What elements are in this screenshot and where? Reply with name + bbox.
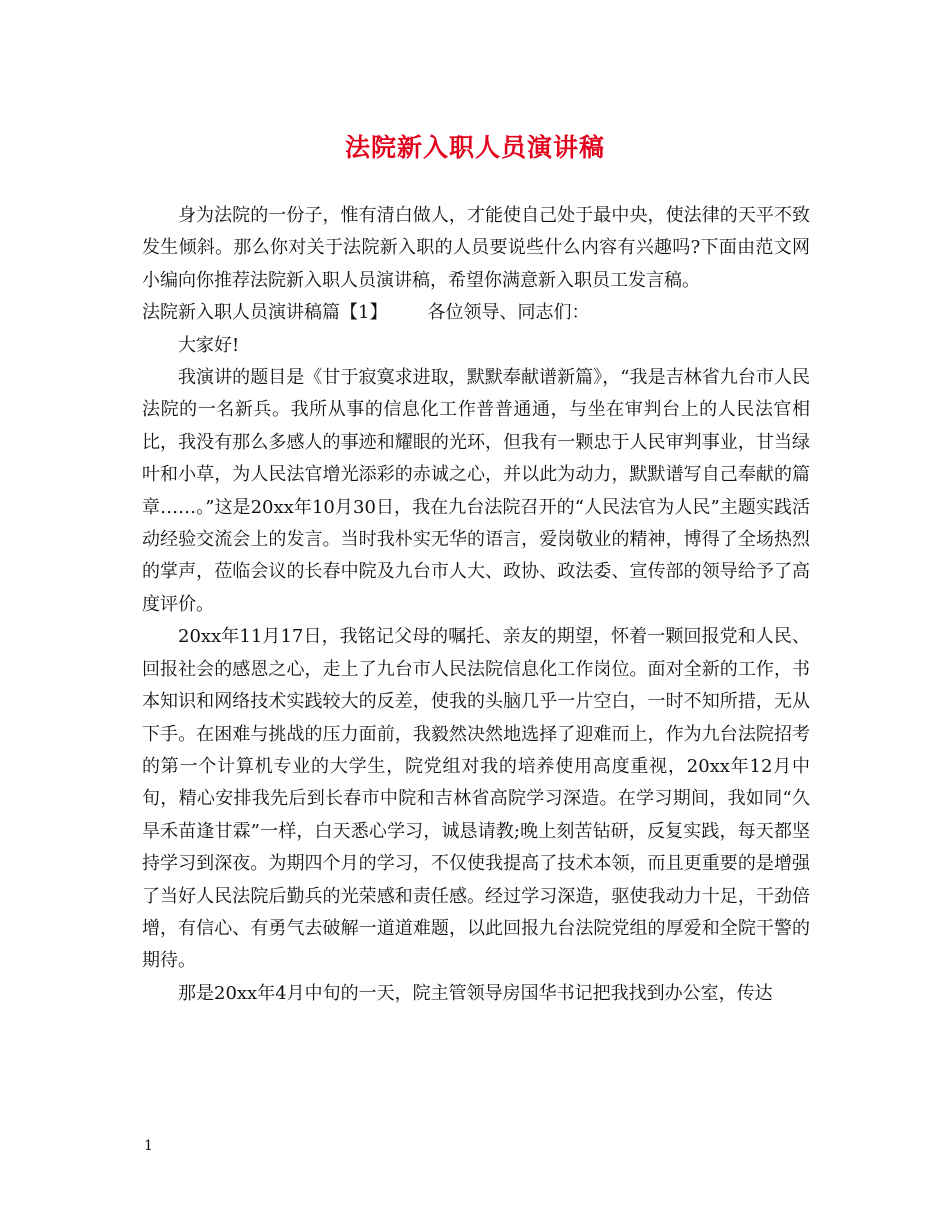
section-heading-line <box>142 297 810 329</box>
body-paragraph-1: 我演讲的题目是《甘于寂寞求进取，默默奉献谱新篇》，“我是吉林省九台市人民法院的一名新兵。我所从事的信息化工作普普通通，与坐在审判台上的人民法官相比，我没有那么多感人的事迹和耀眼的光环，但我有一颗忠于人民审判事业，甘当绿叶和小草，为人民法官增光添彩的赤诚之心，并以此为动力，默默谱写自己奉献的篇章……。”这是20xx年10月30日，我在九台法院召开的“人民法官为人民”主题实践活动经验交流会上的发言。当时我朴实无华的语言，爱岗敬业的精神，博得了全场热烈的掌声，莅临会议的长春中院及九台市人大、政协、政法委、宣传部的领导给予了高度评价。 <box>142 367 810 615</box>
greeting: 大家好! <box>178 334 240 356</box>
salutation: 各位领导、同志们： <box>427 302 590 324</box>
section-heading: 法院新入职人员演讲稿篇【1】 <box>142 302 388 324</box>
body-paragraph-2: 20xx年11月17日，我铭记父母的嘱托、亲友的期望，怀着一颗回报党和人民、回报社会的感恩之心，走上了九台市人民法院信息化工作岗位。面对全新的工作，书本知识和网络技术实践较大的反差，使我的头脑几乎一片空白，一时不知所措，无从下手。在困难与挑战的压力面前，我毅然决然地选择了迎难而上，作为九台法院招考的第一个计算机专业的大学生，院党组对我的培养使用高度重视，20xx年12月中旬，精心安排我先后到长春市中院和吉林省高院学习深造。在学习期间，我如同“久旱禾苗逢甘霖”一样，白天悉心学习，诚恳请教;晚上刻苦钻研，反复实践，每天都坚持学习到深夜。为期四个月的学习，不仅使我提高了技术本领，而且更重要的是增强了当好人民法院后勤兵的光荣感和责任感。经过学习深造，驱使我动力十足，干劲倍增，有信心、有勇气去破解一道道难题，以此回报九台法院党组的厚爱和全院干警的期待。 <box>142 626 810 972</box>
document-body <box>142 200 810 1010</box>
document-title: 法院新入职人员演讲稿 <box>344 133 605 162</box>
page-number: 1 <box>144 1138 153 1154</box>
intro-paragraph: 身为法院的一份子，惟有清白做人，才能使自己处于最中央，使法律的天平不致发生倾斜。那么你对关于法院新入职的人员要说些什么内容有兴趣吗?下面由范文网小编向你推荐法院新入职人员演讲稿，希望你满意新入职员工发言稿。 <box>142 205 810 291</box>
body-paragraph-3: 那是20xx年4月中旬的一天，院主管领导房国华书记把我找到办公室，传达 <box>178 982 773 1004</box>
